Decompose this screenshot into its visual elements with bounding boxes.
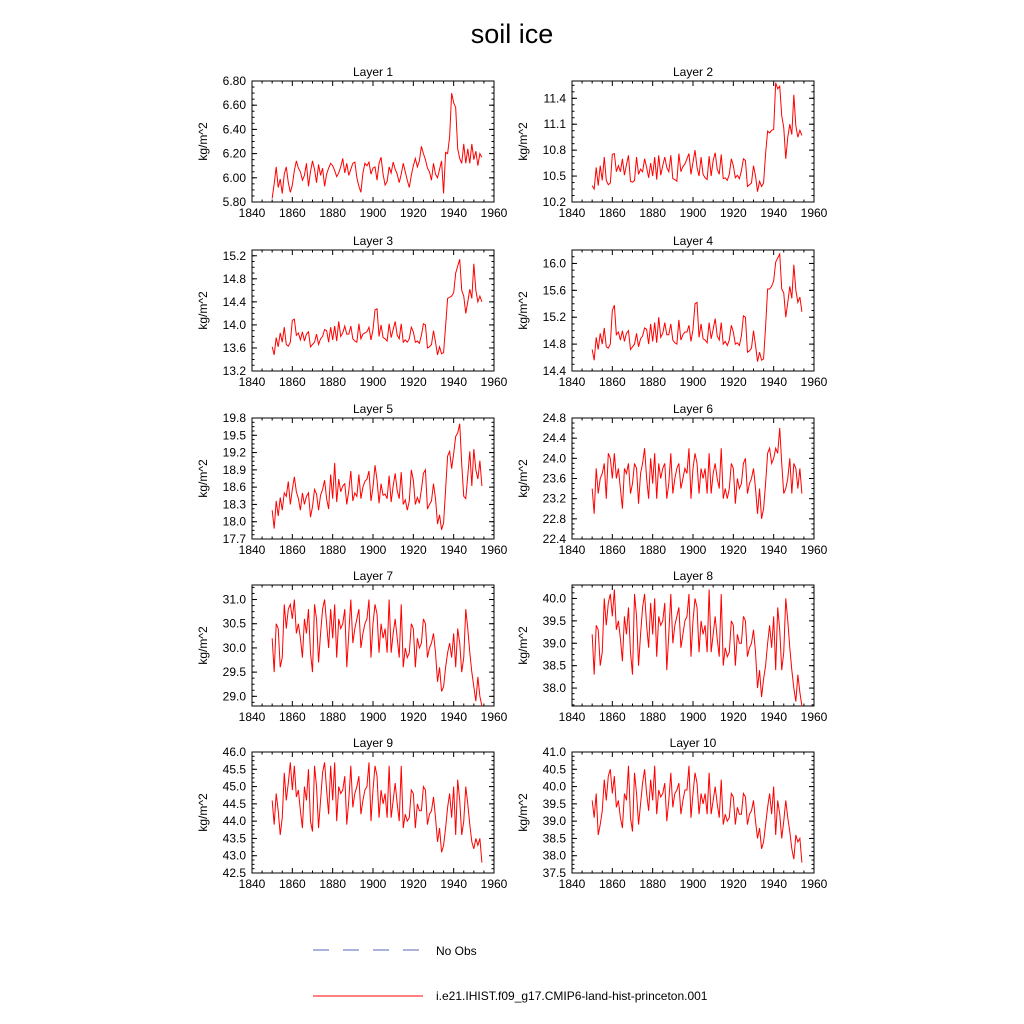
x-tick-label: 1940 <box>440 543 468 557</box>
x-tick-label: 1940 <box>440 375 468 389</box>
y-tick-label: 38.0 <box>542 681 566 696</box>
y-tick-label: 43.0 <box>222 848 246 863</box>
y-tick-label: 44.5 <box>222 796 246 811</box>
y-tick-label: 13.6 <box>222 340 246 355</box>
x-tick-label: 1960 <box>480 206 508 220</box>
y-tick-label: 6.40 <box>222 122 246 137</box>
y-tick-label: 11.4 <box>543 91 566 106</box>
x-tick-label: 1920 <box>719 543 747 557</box>
y-tick-label: 6.80 <box>222 74 246 88</box>
x-tick-label: 1920 <box>719 710 747 724</box>
x-tick-label: 1900 <box>359 877 387 891</box>
panel-title: Layer 2 <box>672 65 714 79</box>
y-tick-label: 15.2 <box>542 310 566 325</box>
y-tick-label: 43.5 <box>222 831 246 846</box>
y-tick-label: 10.2 <box>542 195 566 209</box>
x-tick-label: 1900 <box>359 543 387 557</box>
x-tick-label: 1880 <box>319 375 347 389</box>
x-tick-label: 1860 <box>278 710 306 724</box>
x-tick-label: 1940 <box>760 543 788 557</box>
x-tick-label: 1840 <box>238 543 266 557</box>
x-tick-label: 1920 <box>719 206 747 220</box>
x-tick-label: 1840 <box>238 206 266 220</box>
layer-panel <box>196 402 508 557</box>
y-tick-label: 6.00 <box>222 170 246 185</box>
x-tick-label: 1960 <box>480 375 508 389</box>
x-tick-label: 1900 <box>679 375 707 389</box>
y-tick-label: 39.5 <box>542 796 566 811</box>
x-tick-label: 1940 <box>760 206 788 220</box>
y-tick-label: 18.6 <box>222 480 246 495</box>
layer-panel <box>196 234 508 389</box>
y-tick-label: 17.7 <box>222 532 246 546</box>
x-tick-label: 1860 <box>598 543 626 557</box>
y-axis-label: kg/m^2 <box>196 291 210 330</box>
legend-no-obs-label: No Obs <box>436 944 477 958</box>
y-tick-label: 5.80 <box>222 195 246 209</box>
y-axis-label: kg/m^2 <box>196 122 210 161</box>
x-tick-label: 1880 <box>639 877 667 891</box>
panel-title: Layer 4 <box>672 234 714 248</box>
y-tick-label: 11.1 <box>543 117 566 132</box>
x-tick-label: 1880 <box>639 206 667 220</box>
y-tick-label: 38.0 <box>542 848 566 863</box>
x-tick-label: 1840 <box>238 375 266 389</box>
y-tick-label: 24.0 <box>542 451 566 466</box>
layer-panel <box>196 65 508 220</box>
x-tick-label: 1960 <box>800 375 828 389</box>
series-line <box>592 83 802 192</box>
x-tick-label: 1860 <box>598 877 626 891</box>
x-tick-label: 1920 <box>399 375 427 389</box>
x-tick-label: 1920 <box>399 710 427 724</box>
y-tick-label: 40.0 <box>542 779 566 794</box>
y-tick-label: 19.5 <box>222 428 246 443</box>
layer-panel <box>196 569 508 724</box>
plot-frame <box>252 752 494 873</box>
y-tick-label: 10.5 <box>542 169 566 184</box>
y-axis-label: kg/m^2 <box>516 122 530 161</box>
x-tick-label: 1920 <box>719 375 747 389</box>
x-tick-label: 1920 <box>399 543 427 557</box>
y-tick-label: 37.5 <box>542 866 566 880</box>
layer-panel <box>516 569 828 724</box>
x-tick-label: 1960 <box>480 710 508 724</box>
y-tick-label: 29.5 <box>222 665 246 680</box>
y-tick-label: 31.0 <box>222 592 246 607</box>
x-tick-label: 1900 <box>359 375 387 389</box>
y-tick-label: 19.2 <box>222 445 246 460</box>
panel-title: Layer 6 <box>672 402 714 416</box>
x-tick-label: 1840 <box>558 375 586 389</box>
series-line <box>592 254 802 362</box>
y-tick-label: 45.0 <box>222 779 246 794</box>
y-tick-label: 24.8 <box>542 411 566 425</box>
x-tick-label: 1960 <box>800 543 828 557</box>
layer-panel <box>516 736 828 891</box>
x-tick-label: 1880 <box>319 206 347 220</box>
panel-title: Layer 3 <box>352 234 394 248</box>
x-tick-label: 1840 <box>238 710 266 724</box>
y-tick-label: 10.8 <box>542 143 566 158</box>
x-tick-label: 1880 <box>319 877 347 891</box>
y-tick-label: 39.0 <box>542 814 566 829</box>
x-tick-label: 1900 <box>359 710 387 724</box>
panels-grid <box>196 65 828 891</box>
x-tick-label: 1860 <box>598 710 626 724</box>
y-tick-label: 38.5 <box>542 658 566 673</box>
figure-title: soil ice <box>470 19 554 49</box>
layer-panel <box>516 402 828 557</box>
plot-frame <box>572 418 814 539</box>
x-tick-label: 1900 <box>679 710 707 724</box>
x-tick-label: 1940 <box>760 877 788 891</box>
y-tick-label: 22.4 <box>542 532 566 546</box>
series-line <box>272 762 482 862</box>
panel-title: Layer 5 <box>352 402 394 416</box>
y-tick-label: 23.6 <box>542 471 566 486</box>
x-tick-label: 1880 <box>319 710 347 724</box>
y-tick-label: 23.2 <box>542 491 566 506</box>
x-tick-label: 1900 <box>679 206 707 220</box>
x-tick-label: 1840 <box>558 543 586 557</box>
layer-panel <box>516 234 828 389</box>
plot-frame <box>572 250 814 371</box>
y-tick-label: 14.4 <box>222 294 246 309</box>
y-tick-label: 40.0 <box>542 591 566 606</box>
y-tick-label: 14.0 <box>222 317 246 332</box>
x-tick-label: 1960 <box>800 206 828 220</box>
x-tick-label: 1880 <box>319 543 347 557</box>
y-tick-label: 40.5 <box>542 762 566 777</box>
layer-panel <box>516 65 828 220</box>
y-axis-label: kg/m^2 <box>516 626 530 665</box>
series-line <box>592 428 802 519</box>
x-tick-label: 1940 <box>440 206 468 220</box>
y-tick-label: 38.5 <box>542 831 566 846</box>
series-line <box>272 424 482 530</box>
y-tick-label: 13.2 <box>222 364 246 378</box>
x-tick-label: 1960 <box>480 877 508 891</box>
y-tick-label: 39.0 <box>542 636 566 651</box>
x-tick-label: 1940 <box>440 710 468 724</box>
x-tick-label: 1900 <box>359 206 387 220</box>
y-tick-label: 14.4 <box>542 364 566 378</box>
y-tick-label: 18.0 <box>222 514 246 529</box>
x-tick-label: 1960 <box>800 710 828 724</box>
y-tick-label: 14.8 <box>542 337 566 352</box>
x-tick-label: 1920 <box>719 877 747 891</box>
y-tick-label: 45.5 <box>222 762 246 777</box>
x-tick-label: 1840 <box>558 877 586 891</box>
y-tick-label: 18.9 <box>222 462 246 477</box>
plot-frame <box>252 250 494 371</box>
y-tick-label: 42.5 <box>222 866 246 880</box>
legend-model-label: i.e21.IHIST.f09_g17.CMIP6-land-hist-princeton.001 <box>436 989 708 1003</box>
y-axis-label: kg/m^2 <box>516 793 530 832</box>
y-tick-label: 6.60 <box>222 98 246 113</box>
y-axis-label: kg/m^2 <box>196 459 210 498</box>
y-axis-label: kg/m^2 <box>516 291 530 330</box>
series-line <box>272 259 482 355</box>
series-line <box>592 589 802 706</box>
x-tick-label: 1860 <box>278 877 306 891</box>
panel-title: Layer 7 <box>352 569 394 583</box>
x-tick-label: 1920 <box>399 877 427 891</box>
y-axis-label: kg/m^2 <box>196 793 210 832</box>
x-tick-label: 1880 <box>639 375 667 389</box>
x-tick-label: 1960 <box>480 543 508 557</box>
y-tick-label: 30.0 <box>222 640 246 655</box>
panel-title: Layer 8 <box>672 569 714 583</box>
y-tick-label: 22.8 <box>542 511 566 526</box>
y-tick-label: 15.2 <box>222 248 246 263</box>
x-tick-label: 1920 <box>399 206 427 220</box>
y-tick-label: 16.0 <box>542 256 566 271</box>
x-tick-label: 1860 <box>598 375 626 389</box>
y-tick-label: 44.0 <box>222 814 246 829</box>
y-tick-label: 39.5 <box>542 613 566 628</box>
series-line <box>272 93 482 198</box>
x-tick-label: 1840 <box>238 877 266 891</box>
x-tick-label: 1900 <box>679 543 707 557</box>
x-tick-label: 1860 <box>598 206 626 220</box>
x-tick-label: 1840 <box>558 206 586 220</box>
y-axis-label: kg/m^2 <box>516 459 530 498</box>
y-tick-label: 29.0 <box>222 689 246 704</box>
y-axis-label: kg/m^2 <box>196 626 210 665</box>
panel-title: Layer 9 <box>352 736 394 750</box>
layer-panel <box>196 736 508 891</box>
plot-frame <box>572 752 814 873</box>
x-tick-label: 1860 <box>278 543 306 557</box>
y-tick-label: 14.8 <box>222 271 246 286</box>
y-tick-label: 6.20 <box>222 146 246 161</box>
x-tick-label: 1860 <box>278 206 306 220</box>
y-tick-label: 41.0 <box>542 745 566 759</box>
plot-frame <box>252 418 494 539</box>
y-tick-label: 15.6 <box>542 283 566 298</box>
y-tick-label: 19.8 <box>222 411 246 425</box>
x-tick-label: 1900 <box>679 877 707 891</box>
x-tick-label: 1940 <box>760 375 788 389</box>
y-tick-label: 46.0 <box>222 745 246 759</box>
series-line <box>272 600 482 706</box>
y-tick-label: 18.3 <box>222 497 246 512</box>
x-tick-label: 1860 <box>278 375 306 389</box>
x-tick-label: 1940 <box>760 710 788 724</box>
x-tick-label: 1940 <box>440 877 468 891</box>
x-tick-label: 1960 <box>800 877 828 891</box>
x-tick-label: 1880 <box>639 543 667 557</box>
y-tick-label: 24.4 <box>542 431 566 446</box>
series-line <box>592 766 802 863</box>
x-tick-label: 1840 <box>558 710 586 724</box>
legend <box>313 944 708 1003</box>
panel-title: Layer 10 <box>669 736 717 750</box>
plot-frame <box>252 585 494 706</box>
x-tick-label: 1880 <box>639 710 667 724</box>
panel-title: Layer 1 <box>352 65 394 79</box>
y-tick-label: 30.5 <box>222 616 246 631</box>
